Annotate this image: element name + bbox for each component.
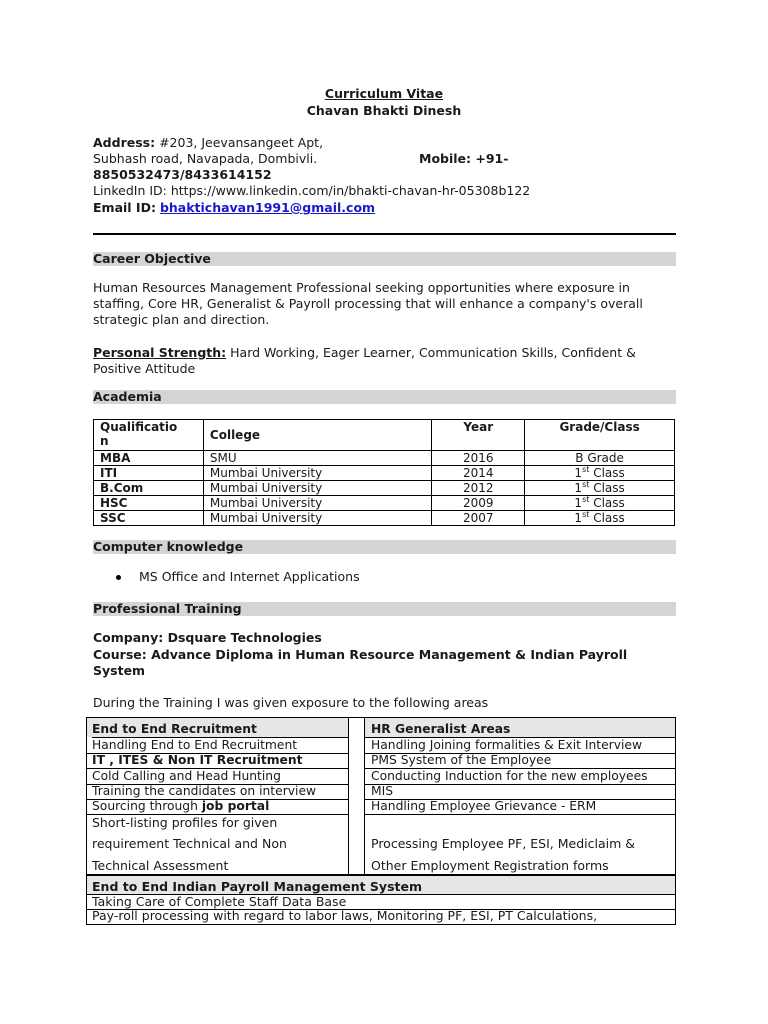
personal-strength-line bbox=[93, 345, 636, 361]
training-intro: During the Training I was given exposure to the following areas bbox=[93, 695, 489, 710]
personal-strength-line-2: Positive Attitude bbox=[93, 361, 196, 376]
right-item: MIS bbox=[365, 784, 676, 800]
academia-table bbox=[93, 419, 675, 526]
section-computer-knowledge: Computer knowledge bbox=[93, 540, 676, 554]
cell-grade: 1st Class bbox=[525, 496, 675, 511]
address-label: Address: bbox=[93, 135, 156, 150]
objective-line-3: strategic plan and direction. bbox=[93, 312, 270, 327]
doc-title: Curriculum Vitae bbox=[324, 86, 444, 101]
cell-year: 2016 bbox=[432, 451, 525, 466]
cell-year: 2012 bbox=[432, 481, 525, 496]
table-row bbox=[94, 511, 675, 526]
header-divider bbox=[93, 233, 676, 235]
training-course-cont: System bbox=[93, 663, 146, 678]
right-item: Conducting Induction for the new employees bbox=[365, 769, 676, 785]
cell-qualification: B.Com bbox=[94, 481, 204, 496]
candidate-name: Chavan Bhakti Dinesh bbox=[306, 103, 462, 118]
cell-college: Mumbai University bbox=[203, 511, 431, 526]
table-row bbox=[94, 466, 675, 481]
right-item: Handling Employee Grievance - ERM bbox=[365, 799, 676, 815]
table-top-border bbox=[86, 717, 676, 718]
table-row bbox=[94, 496, 675, 511]
email-label: Email ID: bbox=[93, 200, 156, 215]
address-line-1 bbox=[93, 135, 323, 151]
right-item: Other Employment Registration forms bbox=[371, 858, 609, 873]
cell-college: Mumbai University bbox=[203, 466, 431, 481]
table-row bbox=[94, 451, 675, 466]
payroll-heading: End to End Indian Payroll Management System bbox=[92, 879, 422, 894]
table-row bbox=[94, 481, 675, 496]
personal-strength-label: Personal Strength: bbox=[93, 345, 227, 360]
table-mid-border-1 bbox=[348, 717, 349, 874]
section-professional-training: Professional Training bbox=[93, 602, 676, 616]
left-item: Handling End to End Recruitment bbox=[87, 738, 348, 754]
linkedin-line[interactable]: LinkedIn ID: https://www.linkedin.com/in/bhakti-chavan-hr-05308b122 bbox=[93, 183, 531, 198]
bullet-icon bbox=[116, 575, 121, 580]
cell-qualification: ITI bbox=[94, 466, 204, 481]
address-value: #203, Jeevansangeet Apt, bbox=[159, 135, 324, 150]
cell-college: Mumbai University bbox=[203, 496, 431, 511]
cell-grade: 1st Class bbox=[525, 481, 675, 496]
cell-college: SMU bbox=[203, 451, 431, 466]
left-item: Sourcing through job portal bbox=[87, 799, 348, 815]
academia-header-row bbox=[94, 420, 675, 451]
cell-grade: 1st Class bbox=[525, 511, 675, 526]
email-link[interactable]: bhaktichavan1991@gmail.com bbox=[159, 200, 376, 215]
personal-strength-text: Hard Working, Eager Learner, Communication Skills, Confident & bbox=[226, 345, 636, 360]
header-qualification: Qualificatio n bbox=[94, 420, 204, 451]
table-bottom-border bbox=[86, 924, 676, 925]
header-college: College bbox=[203, 420, 431, 451]
cell-qualification: MBA bbox=[94, 451, 204, 466]
right-heading: HR Generalist Areas bbox=[365, 722, 676, 738]
cell-qualification: HSC bbox=[94, 496, 204, 511]
mobile-label: Mobile: +91- bbox=[419, 151, 509, 166]
right-item: PMS System of the Employee bbox=[365, 753, 676, 769]
right-item: Handling Joining formalities & Exit Interview bbox=[365, 738, 676, 754]
header-year: Year bbox=[432, 420, 525, 451]
cell-college: Mumbai University bbox=[203, 481, 431, 496]
payroll-top-border bbox=[86, 874, 676, 876]
email-line bbox=[93, 200, 375, 216]
left-item: Technical Assessment bbox=[92, 858, 229, 873]
left-heading: End to End Recruitment bbox=[92, 722, 348, 738]
cell-year: 2007 bbox=[432, 511, 525, 526]
training-course: Course: Advance Diploma in Human Resource Management & Indian Payroll bbox=[93, 647, 628, 662]
cell-grade: B Grade bbox=[525, 451, 675, 466]
payroll-item: Taking Care of Complete Staff Data Base bbox=[92, 894, 347, 909]
left-item: requirement Technical and Non bbox=[92, 836, 287, 851]
training-company: Company: Dsquare Technologies bbox=[93, 630, 322, 645]
section-career-objective: Career Objective bbox=[93, 252, 676, 266]
left-item: Short-listing profiles for given bbox=[92, 815, 278, 830]
mobile-numbers: 8850532473/8433614152 bbox=[93, 167, 272, 182]
header-grade: Grade/Class bbox=[525, 420, 675, 451]
objective-line-2: staffing, Core HR, Generalist & Payroll processing that will enhance a company's overall bbox=[93, 296, 643, 311]
cell-year: 2014 bbox=[432, 466, 525, 481]
cell-grade: 1st Class bbox=[525, 466, 675, 481]
left-item: Training the candidates on interview bbox=[87, 784, 348, 800]
objective-line-1: Human Resources Management Professional seeking opportunities where exposure in bbox=[93, 280, 630, 295]
payroll-item: Pay-roll processing with regard to labor laws, Monitoring PF, ESI, PT Calculations, bbox=[92, 908, 598, 923]
address-line-2: Subhash road, Navapada, Dombivli. bbox=[93, 151, 318, 166]
cell-qualification: SSC bbox=[94, 511, 204, 526]
left-item: IT , ITES & Non IT Recruitment bbox=[87, 753, 348, 769]
right-item: Processing Employee PF, ESI, Mediclaim & bbox=[371, 836, 636, 851]
computer-item: MS Office and Internet Applications bbox=[139, 569, 360, 584]
section-academia: Academia bbox=[93, 390, 676, 404]
cell-year: 2009 bbox=[432, 496, 525, 511]
left-item: Cold Calling and Head Hunting bbox=[87, 769, 348, 785]
